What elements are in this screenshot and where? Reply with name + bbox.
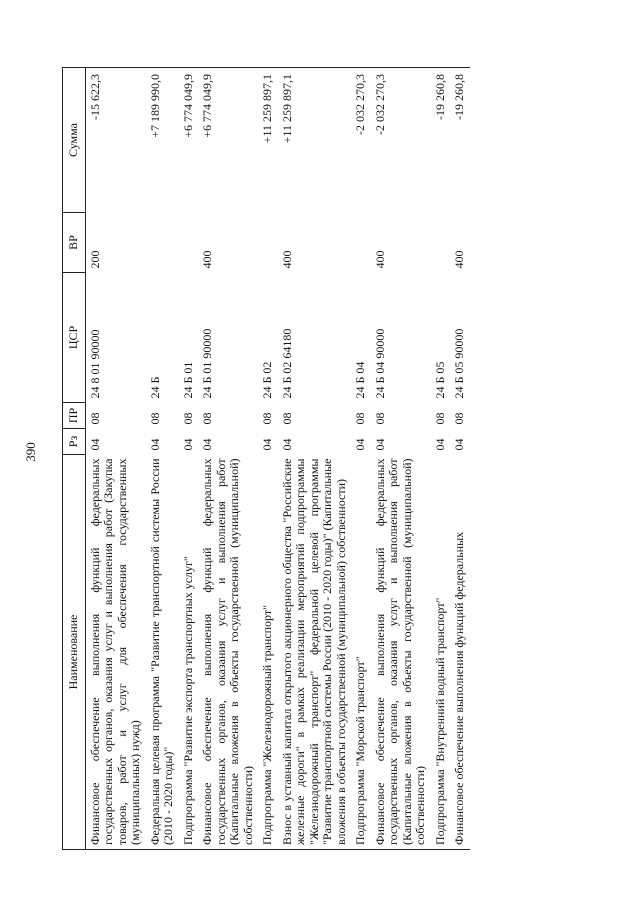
cell-pr: 08	[147, 412, 162, 425]
cell-rz: 04	[260, 438, 274, 451]
cell-sum: +7 189 990,0	[146, 68, 179, 213]
header-rz: Рз	[63, 429, 86, 455]
cell-name: Финансовое обеспечение выполнения функций федеральных государственных органов, оказания услуг и выполнения работ (Капитальные вложения в объекты государственной (муниципальной) собственности)	[371, 455, 431, 850]
cell-sum: +6 774 049,9	[198, 68, 258, 213]
cell-sum: -19 260,8	[431, 68, 451, 213]
header-sum: Сумма	[63, 68, 86, 213]
table-row	[450, 68, 470, 850]
cell-name: Подпрограмма "Развитие экспорта транспортных услуг"	[179, 455, 199, 850]
cell-vr: 400	[279, 250, 294, 269]
cell-sum: +6 774 049,9	[179, 68, 199, 213]
cell-csr: 24 Б 01	[180, 361, 195, 399]
cell-pr: 08	[260, 412, 274, 425]
cell-csr: 24 Б 04	[353, 361, 367, 399]
table-body	[85, 68, 470, 850]
header-name: Наименование	[63, 455, 86, 850]
cell-vr	[179, 213, 199, 273]
cell-csr: 24 Б 01 90000	[200, 328, 214, 399]
cell-rz: 04	[372, 438, 387, 451]
table-row	[146, 68, 179, 850]
cell-csr: 24 8 01 90000	[87, 329, 102, 399]
table-row	[198, 68, 258, 850]
cell-name: Подпрограмма "Морской транспорт"	[351, 455, 371, 850]
cell-csr: 24 Б 05	[432, 361, 447, 399]
cell-rz: 04	[200, 438, 214, 451]
cell-csr: 24 Б 05 90000	[452, 328, 466, 399]
cell-csr: 24 Б	[147, 376, 162, 399]
page-number	[20, 441, 42, 463]
cell-sum: -2 032 270,3	[371, 68, 431, 213]
cell-pr: 08	[432, 412, 447, 425]
table-row	[258, 68, 278, 850]
table-row	[85, 68, 146, 850]
cell-vr	[431, 213, 451, 273]
cell-pr: 08	[279, 412, 294, 425]
cell-sum: -19 260,8	[450, 68, 470, 213]
page-number-text: 390	[23, 442, 38, 462]
cell-csr: 24 Б 02 64180	[279, 328, 294, 399]
cell-vr: 200	[87, 250, 102, 269]
cell-vr: 400	[200, 250, 214, 269]
cell-rz: 04	[353, 438, 367, 451]
cell-sum: -2 032 270,3	[351, 68, 371, 213]
cell-name: Подпрограмма "Железнодорожный транспорт"	[258, 455, 278, 850]
cell-vr	[146, 213, 179, 273]
budget-table-container	[62, 68, 470, 850]
cell-csr: 24 Б 04 90000	[372, 328, 387, 399]
cell-name: Взнос в уставный капитал открытого акционерного общества "Российские железные дороги" в рамках реализации мероприятий подпрограммы "Железнодорожный транспорт" федеральной целевой программы "Развитие транспортной системы России (2010 - 2020 годы)" (Капитальные вложения в объекты государственной (муниципальной) собственности)	[278, 455, 352, 850]
cell-rz: 04	[452, 438, 466, 451]
cell-pr: 08	[452, 412, 466, 425]
cell-sum: -15 622,3	[85, 68, 146, 213]
cell-name: Финансовое обеспечение выполнения функций федеральных	[450, 455, 470, 850]
table-row	[179, 68, 199, 850]
cell-csr: 24 Б 02	[260, 361, 274, 399]
cell-vr	[351, 213, 371, 273]
cell-sum: +11 259 897,1	[258, 68, 278, 213]
table-row	[351, 68, 371, 850]
cell-pr: 08	[87, 412, 102, 425]
cell-pr: 08	[353, 412, 367, 425]
cell-rz: 04	[147, 438, 162, 451]
cell-vr: 400	[452, 250, 466, 269]
cell-vr: 400	[372, 250, 387, 269]
cell-name: Финансовое обеспечение выполнения функций федеральных государственных органов, оказания услуг и выполнения работ (Закупка товаров, работ и услуг для обеспечения государственных (муниципальных) нужд)	[85, 455, 146, 850]
cell-rz: 04	[180, 438, 195, 451]
table-row	[371, 68, 431, 850]
table-row	[431, 68, 451, 850]
cell-rz: 04	[87, 438, 102, 451]
header-pr: ПР	[63, 403, 86, 429]
header-csr: ЦСР	[63, 273, 86, 403]
cell-rz: 04	[432, 438, 447, 451]
table-row	[278, 68, 352, 850]
cell-name: Федеральная целевая программа "Развитие транспортной системы России (2010 - 2020 годы)"	[146, 455, 179, 850]
cell-vr	[258, 213, 278, 273]
cell-sum: +11 259 897,1	[278, 68, 352, 213]
cell-pr: 08	[180, 412, 195, 425]
table-header-row	[63, 68, 86, 850]
cell-pr: 08	[372, 412, 387, 425]
cell-name: Подпрограмма "Внутренний водный транспорт"	[431, 455, 451, 850]
cell-name: Финансовое обеспечение выполнения функций федеральных государственных органов, оказания услуг и выполнения работ (Капитальные вложения в объекты государственной (муниципальной) собственности)	[198, 455, 258, 850]
budget-table	[62, 67, 470, 850]
cell-rz: 04	[279, 438, 294, 451]
cell-pr: 08	[200, 412, 214, 425]
header-vr: ВР	[63, 213, 86, 273]
